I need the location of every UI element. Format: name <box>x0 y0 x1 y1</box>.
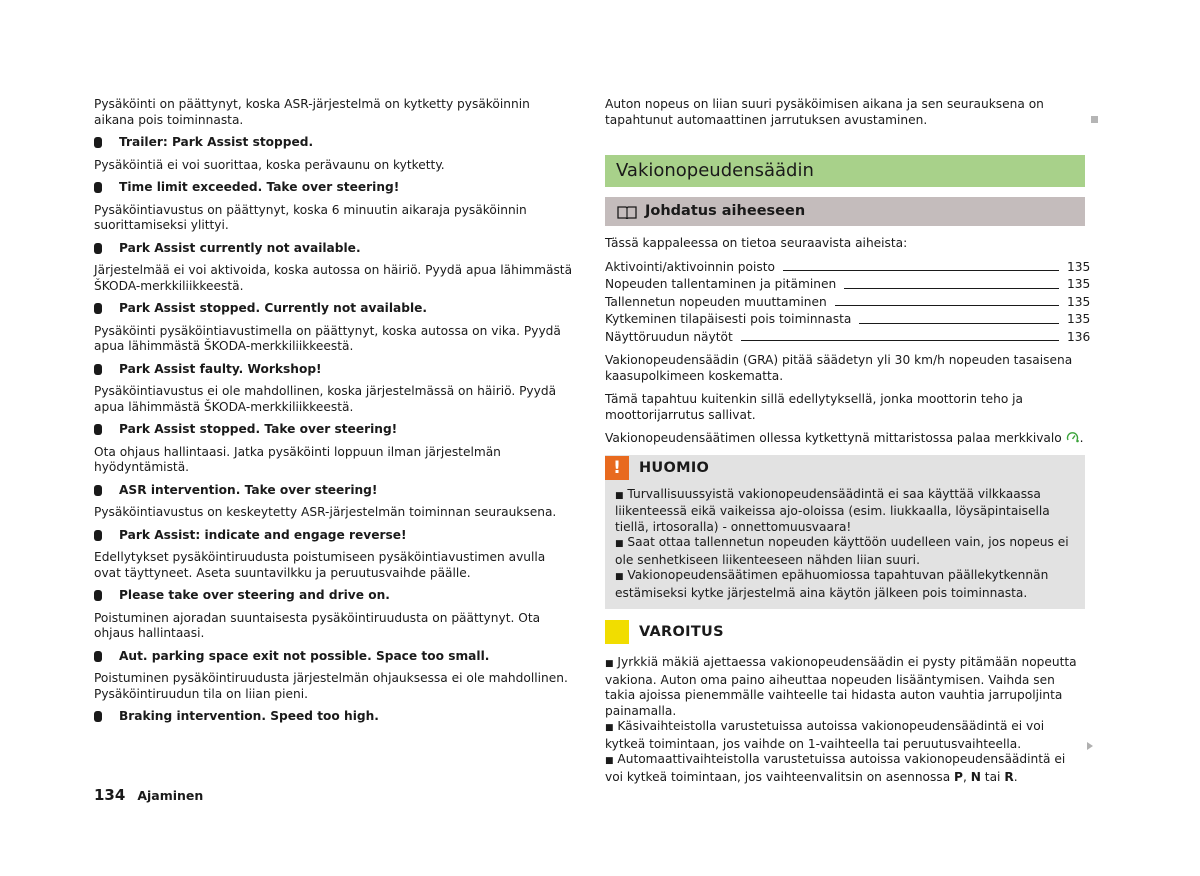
gear-position-n: N <box>970 769 981 784</box>
display-warning-icon <box>94 182 102 193</box>
message-description: Pysäköintiä ei voi suorittaa, koska perävaunu on kytketty. <box>94 157 445 172</box>
caution-bullet: ■ Turvallisuussyistä vakionopeudensäädintä ei saa käyttää vilkkaassa liikenteessä eikä vaikeissa ajo-oloissa (esim. liukkaalla, löysäpintaisella tiellä, irtosoralla) - onnettomuusvaara! <box>615 486 1050 534</box>
warning-body <box>605 645 1085 785</box>
display-message-text: Park Assist stopped. Currently not available. <box>119 301 428 315</box>
sentence-end: . <box>1013 769 1018 784</box>
page-footer <box>94 786 203 804</box>
toc-entry[interactable] <box>605 294 1091 312</box>
display-message <box>94 483 574 499</box>
message-description: Ota ohjaus hallintaasi. Jatka pysäköinti loppuun ilman järjestelmän hyödyntämistä. <box>94 444 501 474</box>
toc-entry-label: Aktivointi/aktivoinnin poisto <box>605 259 775 274</box>
message-description: Pysäköintiavustus on päättynyt, koska 6 minuutin aikaraja pysäköinnin suorittamiseksi ylittyi. <box>94 202 527 232</box>
message-description: Pysäköintiavustus ei ole mahdollinen, koska järjestelmässä on häiriö. Pyydä apua lähimmästä ŠKODA-merkkiliikkeestä. <box>94 384 557 414</box>
display-message <box>94 528 574 544</box>
toc-leader-line <box>859 323 1059 324</box>
subsection-title: Johdatus aiheeseen <box>645 203 806 219</box>
toc-entry-label: Kytkeminen tilapäisesti pois toiminnasta <box>605 312 852 326</box>
display-warning-icon <box>94 651 102 662</box>
display-message-text: Park Assist stopped. Take over steering! <box>119 422 398 436</box>
display-warning-icon <box>94 364 102 375</box>
display-message-text: Time limit exceeded. Take over steering! <box>119 180 400 194</box>
message-description: Järjestelmää ei voi aktivoida, koska autossa on häiriö. Pyydä apua lähimmästä ŠKODA-merkkiliikkeestä. <box>94 263 573 293</box>
indicator-text-end: . <box>1079 431 1084 445</box>
toc-entry-page: 135 <box>1067 312 1091 326</box>
display-message <box>94 180 574 196</box>
display-message <box>94 135 574 151</box>
display-warning-icon <box>94 711 102 722</box>
toc-entry-page: 135 <box>1067 277 1091 291</box>
display-warning-icon <box>94 485 102 496</box>
warning-bullet-text: Automaattivaihteistolla varustetuissa autoissa vakionopeudensäädintä ei voi kytkeä toimintaan, jos vaihteenvalitsin on asennossa <box>605 752 1066 784</box>
gear-position-r: R <box>1004 769 1014 784</box>
message-description: Pysäköintiavustus on keskeytetty ASR-järjestelmän toiminnan seurauksena. <box>94 505 557 519</box>
display-warning-icon <box>94 590 102 601</box>
paragraph-indicator <box>605 431 1085 447</box>
display-message-text: ASR intervention. Take over steering! <box>119 482 378 497</box>
cruise-control-indicator-icon <box>1066 432 1080 443</box>
message-description: Poistuminen ajoradan suuntaisesta pysäköintiruudusta on päättynyt. Ota ohjaus hallintaasi. <box>94 610 541 640</box>
display-message <box>94 422 574 438</box>
caution-bullet-text: Vakionopeudensäätimen epähuomiossa tapahtuvan päällekytkennän estämiseksi kytke järjestelmä aina käytön jälkeen pois toiminnasta. <box>615 568 1049 600</box>
warning-icon: ! <box>605 620 629 644</box>
message-description: Pysäköinti pysäköintiavustimella on päättynyt, koska autossa on vika. Pyydä apua lähimmästä ŠKODA-merkkiliikkeestä. <box>94 323 561 353</box>
toc-entry[interactable] <box>605 329 1091 347</box>
right-column <box>605 97 1091 785</box>
warning-box <box>605 619 1085 785</box>
caution-header <box>605 455 1085 481</box>
warning-bullet-text: Jyrkkiä mäkiä ajettaessa vakionopeudensäädin ei pysty pitämään nopeutta vakiona. Auton oma paino aiheuttaa nopeuden lisääntymisen. Vaihda sen takia ajoissa pienemmälle vaihteelle tai hidasta auton vauhtia jarrupoljinta painamalla. <box>605 655 1077 718</box>
warning-bullet-text: Käsivaihteistolla varustetuissa autoissa vakionopeudensäädintä ei voi kytkeä toimintaan, jos vaihde on 1-vaihteella tai peruutusvaihteella. <box>605 719 1045 751</box>
display-message <box>94 241 574 257</box>
caution-bullet-text: Saat ottaa tallennetun nopeuden käyttöön uudelleen vain, jos nopeus ei ole senhetkiseen liikenteeseen nähden liian suuri. <box>615 535 1069 567</box>
chapter-name: Ajaminen <box>137 788 204 803</box>
caution-bullet-text: Turvallisuussyistä vakionopeudensäädintä ei saa käyttää vilkkaassa liikenteessä eikä vaikeissa ajo-oloissa (esim. liukkaalla, löysäpintaisella tiellä, irtosoralla) - onnettomuusvaara! <box>615 486 1050 534</box>
message-description: Pysäköinti on päättynyt, koska ASR-järjestelmä on kytketty pysäköinnin aikana pois toiminnasta. <box>94 97 530 127</box>
section-title: Vakionopeudensäädin <box>605 155 1085 187</box>
toc-leader-line <box>741 340 1059 341</box>
toc-entry[interactable] <box>605 259 1091 277</box>
message-description: Poistuminen pysäköintiruudusta järjestelmän ohjauksessa ei ole mahdollinen. Pysäköintiruudun tila on liian pieni. <box>94 671 568 701</box>
toc-entry-page: 135 <box>1067 259 1091 274</box>
display-warning-icon <box>94 137 102 148</box>
paragraph-condition: Tämä tapahtuu kuitenkin sillä edellytyksellä, jonka moottorin teho ja moottorijarrutus sallivat. <box>605 392 1024 422</box>
page-number: 134 <box>94 786 126 804</box>
caution-box <box>605 455 1085 610</box>
warning-title: VAROITUS <box>639 624 724 640</box>
toc-leader-line <box>783 270 1059 271</box>
display-message-text: Please take over steering and drive on. <box>119 588 390 602</box>
display-warning-icon <box>94 303 102 314</box>
toc-entry-label: Nopeuden tallentaminen ja pitäminen <box>605 277 837 291</box>
toc-entry[interactable] <box>605 276 1091 294</box>
toc-entry-page: 136 <box>1067 329 1091 344</box>
toc-entry[interactable] <box>605 311 1091 329</box>
display-message <box>94 301 574 317</box>
display-warning-icon <box>94 243 102 254</box>
left-column <box>94 97 574 732</box>
end-of-section-marker <box>1091 116 1098 123</box>
warning-bullet: ■ Automaattivaihteistolla varustetuissa autoissa vakionopeudensäädintä ei voi kytkeä toimintaan, jos vaihteenvalitsin on asennossa P, N tai R. <box>605 752 1066 784</box>
display-message-text: Aut. parking space exit not possible. Space too small. <box>119 648 490 663</box>
display-message-text: Park Assist faulty. Workshop! <box>119 361 322 376</box>
warning-header <box>605 619 1085 645</box>
toc-entry-label: Tallennetun nopeuden muuttaminen <box>605 294 827 309</box>
table-of-contents <box>605 259 1091 347</box>
toc-entry-label: Näyttöruudun näytöt <box>605 329 733 344</box>
message-description: Edellytykset pysäköintiruudusta poistumiseen pysäköintiavustimen avulla ovat täyttyneet. Aseta suuntavilkku ja peruutusvaihde päälle. <box>94 550 546 580</box>
display-message-text: Park Assist currently not available. <box>119 240 361 255</box>
top-paragraph: Auton nopeus on liian suuri pysäköimisen aikana ja sen seurauksena on tapahtunut automaattinen jarrutuksen avustaminen. <box>605 97 1044 127</box>
gear-position-p: P <box>954 769 963 784</box>
intro-text: Tässä kappaleessa on tietoa seuraavista aiheista: <box>605 236 908 250</box>
display-message <box>94 709 574 725</box>
indicator-text: Vakionopeudensäätimen ollessa kytkettynä mittaristossa palaa merkkivalo <box>605 431 1062 445</box>
toc-entry-page: 135 <box>1067 294 1091 309</box>
caution-body <box>605 481 1085 602</box>
display-warning-icon <box>94 530 102 541</box>
display-message <box>94 649 574 665</box>
separator: , <box>962 769 971 784</box>
caution-title: HUOMIO <box>639 459 710 476</box>
display-message-text: Braking intervention. Speed too high. <box>119 709 379 723</box>
exclamation-icon: ! <box>605 456 629 480</box>
warning-bullet: ■ Jyrkkiä mäkiä ajettaessa vakionopeudensäädin ei pysty pitämään nopeutta vakiona. Auton oma paino aiheuttaa nopeuden lisääntymisen. Vaihda sen takia ajoissa pienemmälle vaihteelle tai hidasta auton vauhtia jarrupoljinta painamalla. <box>605 655 1077 718</box>
display-warning-icon <box>94 424 102 435</box>
separator: tai <box>980 769 1005 784</box>
display-message <box>94 588 574 604</box>
caution-bullet: ■ Saat ottaa tallennetun nopeuden käyttöön uudelleen vain, jos nopeus ei ole senhetkiseen liikenteeseen nähden liian suuri. <box>615 535 1069 567</box>
warning-bullet: ■ Käsivaihteistolla varustetuissa autoissa vakionopeudensäädintä ei voi kytkeä toimintaan, jos vaihde on 1-vaihteella tai peruutusvaihteella. <box>605 719 1045 751</box>
caution-bullet: ■ Vakionopeudensäätimen epähuomiossa tapahtuvan päällekytkennän estämiseksi kytke järjestelmä aina käytön jälkeen pois toiminnasta. <box>615 568 1049 600</box>
book-icon <box>617 205 637 219</box>
paragraph-gra: Vakionopeudensäädin (GRA) pitää säädetyn yli 30 km/h nopeuden tasaisena kaasupolkimeen koskematta. <box>605 353 1073 383</box>
toc-leader-line <box>835 305 1059 306</box>
continue-arrow-icon <box>1087 742 1093 750</box>
display-message <box>94 362 574 378</box>
toc-leader-line <box>844 288 1059 289</box>
subsection-header <box>605 197 1085 226</box>
display-message-text: Trailer: Park Assist stopped. <box>119 135 314 149</box>
display-message-text: Park Assist: indicate and engage reverse! <box>119 527 407 542</box>
